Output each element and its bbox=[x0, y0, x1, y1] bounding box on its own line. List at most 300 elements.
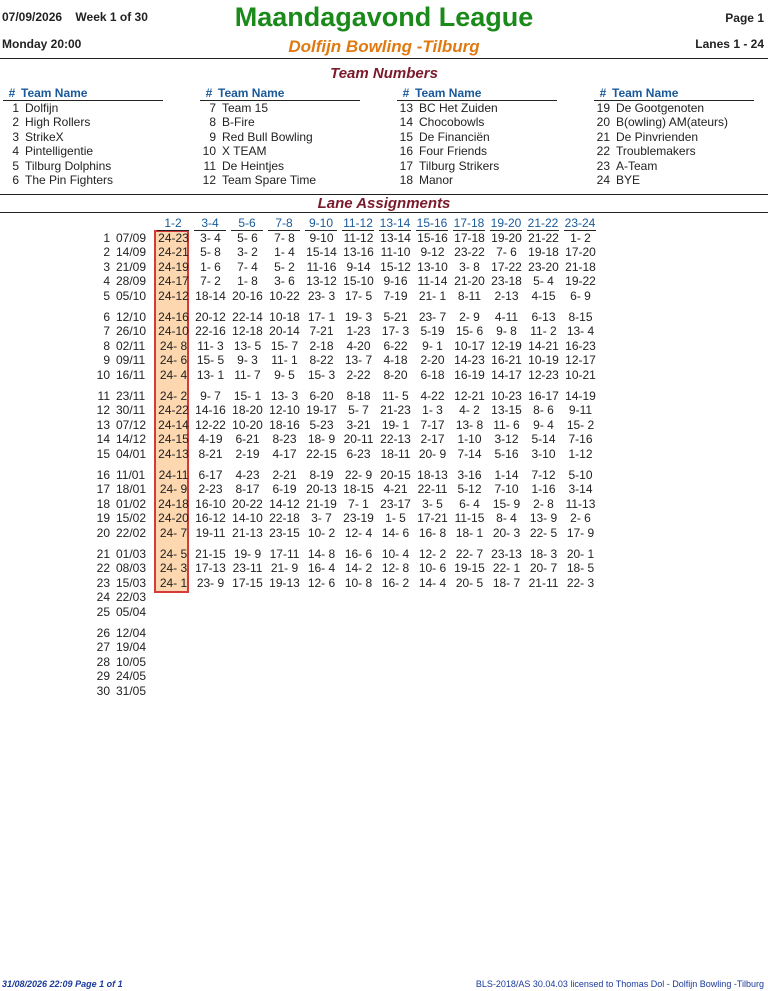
team-name: BC Het Zuiden bbox=[419, 101, 498, 115]
week-number: 5 bbox=[103, 288, 110, 303]
lane-pairing: 23-11 bbox=[232, 561, 263, 576]
lane-pairing: 18-14 bbox=[195, 288, 226, 303]
lane-pairing: 19-20 bbox=[491, 231, 522, 245]
team-name: High Rollers bbox=[25, 115, 91, 130]
lane-pairing: 10- 6 bbox=[418, 561, 447, 576]
lane-pairing: 19-22 bbox=[565, 274, 596, 289]
lane-pairing: 11- 2 bbox=[530, 324, 557, 339]
team-number: 22 bbox=[596, 144, 610, 159]
lane-pairing: 6-21 bbox=[235, 432, 260, 447]
lane-pairing: 24- 4 bbox=[159, 367, 188, 382]
lane-pairing: 24-18 bbox=[158, 496, 189, 511]
lane-pairing: 12- 8 bbox=[381, 561, 410, 576]
lane-pairing: 17-21 bbox=[417, 511, 448, 526]
lane-pairing: 24-15 bbox=[158, 432, 189, 447]
lane-pairing: 12-10 bbox=[269, 403, 300, 418]
week-date: 07/09 bbox=[116, 231, 147, 245]
lane-pairing: 19-15 bbox=[454, 561, 485, 576]
lane-pairing: 8-22 bbox=[309, 353, 334, 368]
lane-pairing: 3-16 bbox=[457, 468, 482, 482]
team-name: BYE bbox=[616, 172, 641, 187]
lane-pairing: 18- 5 bbox=[566, 561, 595, 576]
lane-pairing: 9- 7 bbox=[200, 389, 221, 403]
lane-pairing: 9-12 bbox=[420, 245, 445, 260]
page-number: Page 1 bbox=[725, 11, 764, 25]
lane-pairing: 1- 2 bbox=[570, 231, 591, 245]
lane-pairing: 20-11 bbox=[343, 432, 374, 447]
lane-header: 11-12 bbox=[343, 216, 373, 230]
lane-pairing: 24-11 bbox=[158, 468, 189, 482]
team-row bbox=[397, 115, 557, 129]
week-number: 13 bbox=[96, 417, 110, 432]
team-number: 21 bbox=[596, 129, 610, 144]
lane-pairing: 9-16 bbox=[383, 274, 408, 289]
week-number: 21 bbox=[96, 547, 110, 561]
lane-pairing: 24-17 bbox=[158, 274, 189, 289]
lane-pairing: 5-23 bbox=[309, 417, 334, 432]
lane-pairing: 13- 7 bbox=[344, 353, 373, 368]
lane-pairing: 23-13 bbox=[491, 547, 522, 561]
team-name: Team Spare Time bbox=[222, 172, 317, 187]
lane-pairing: 5-21 bbox=[383, 310, 408, 324]
lane-pairing: 3-10 bbox=[531, 446, 556, 461]
lane-pairing: 10-22 bbox=[269, 288, 300, 303]
week-date: 26/10 bbox=[116, 324, 147, 339]
lane-pairing: 24- 5 bbox=[159, 547, 188, 561]
lane-pairing: 24- 3 bbox=[159, 561, 188, 576]
lane-pairing: 1- 5 bbox=[385, 511, 406, 526]
lane-pairing: 1-14 bbox=[494, 468, 519, 482]
lane-pairing: 13- 1 bbox=[196, 367, 225, 382]
week-date: 30/11 bbox=[116, 403, 146, 418]
lane-pairing: 3- 8 bbox=[459, 259, 480, 274]
week-date: 15/02 bbox=[116, 511, 147, 526]
lane-pairing: 11-10 bbox=[380, 245, 411, 260]
lane-pairing: 9-11 bbox=[568, 403, 593, 418]
lane-pairing: 23- 9 bbox=[196, 575, 225, 590]
lane-pairing: 6-17 bbox=[198, 468, 223, 482]
lane-pairing: 24- 2 bbox=[159, 389, 188, 403]
lane-header: 1-2 bbox=[157, 217, 189, 231]
lane-pairing: 1- 6 bbox=[200, 259, 221, 274]
lane-pairing: 6-19 bbox=[272, 482, 297, 497]
team-row bbox=[397, 101, 557, 115]
footer-license: BLS-2018/AS 30.04.03 licensed to Thomas Dol - Dolfijn Bowling -Tilburg bbox=[475, 979, 764, 989]
lane-pairing: 7-16 bbox=[568, 432, 593, 447]
team-number: 9 bbox=[209, 129, 216, 144]
hash-header: # bbox=[402, 86, 410, 100]
lane-pairing: 24-20 bbox=[158, 511, 189, 526]
lane-pairing: 13- 3 bbox=[270, 389, 299, 403]
lane-pairing: 13- 8 bbox=[455, 417, 484, 432]
team-name: Four Friends bbox=[419, 144, 488, 159]
week-number: 10 bbox=[96, 367, 110, 382]
section-divider-2 bbox=[0, 212, 768, 213]
lane-pairing: 16-23 bbox=[565, 338, 596, 353]
lane-pairing: 16- 2 bbox=[381, 575, 410, 590]
lane-pairing: 7-19 bbox=[383, 288, 408, 303]
lane-pairing: 8-18 bbox=[346, 389, 371, 403]
lane-pairing: 20- 9 bbox=[418, 446, 447, 461]
lane-pairing: 20- 1 bbox=[566, 547, 595, 561]
lane-pairing: 10-21 bbox=[565, 367, 596, 382]
lane-pairing: 3- 6 bbox=[274, 274, 295, 289]
lane-pairing: 20- 7 bbox=[529, 561, 558, 576]
lane-pairing: 14- 6 bbox=[381, 525, 410, 540]
lane-header: 17-18 bbox=[453, 216, 485, 230]
week-date: 12/04 bbox=[116, 626, 147, 640]
team-row bbox=[3, 173, 163, 187]
week-number: 30 bbox=[96, 683, 110, 698]
lane-pairing: 17- 9 bbox=[566, 525, 595, 540]
lane-pairing: 7-21 bbox=[309, 324, 334, 339]
week-number: 29 bbox=[96, 669, 110, 684]
week-number: 11 bbox=[97, 389, 110, 403]
team-name: B(owling) AM(ateurs) bbox=[616, 115, 729, 130]
lane-pairing: 24- 6 bbox=[159, 353, 188, 368]
lane-pairing: 3-12 bbox=[494, 432, 519, 447]
week-number: 27 bbox=[96, 640, 110, 655]
lane-pairing: 4- 2 bbox=[459, 403, 480, 418]
lane-pairing: 19-17 bbox=[306, 403, 337, 418]
lane-pairing: 4-11 bbox=[494, 310, 519, 324]
lane-pairing: 17- 1 bbox=[307, 310, 336, 324]
week-date: 01/02 bbox=[116, 496, 147, 511]
team-number: 18 bbox=[399, 172, 413, 187]
header-week: Week 1 of 30 bbox=[75, 10, 148, 24]
lane-pairing: 19-13 bbox=[269, 575, 300, 590]
lane-pairing: 22-11 bbox=[417, 482, 448, 497]
lane-pairing: 2-17 bbox=[420, 432, 445, 447]
lane-header: 13-14 bbox=[379, 216, 411, 230]
lane-pairing: 9- 8 bbox=[496, 324, 517, 339]
lane-pairing: 22-14 bbox=[232, 310, 263, 324]
team-name: De Pinvrienden bbox=[616, 129, 699, 144]
team-number: 12 bbox=[202, 172, 216, 187]
lane-pairing: 8-11 bbox=[457, 288, 482, 303]
lane-pairing: 9- 1 bbox=[422, 338, 443, 353]
team-name: Manor bbox=[419, 172, 454, 187]
team-name: Chocobowls bbox=[419, 115, 485, 130]
week-date: 10/05 bbox=[116, 654, 147, 669]
lane-pairing: 4-15 bbox=[531, 288, 556, 303]
team-row bbox=[3, 159, 163, 173]
lane-pairing: 22- 5 bbox=[529, 525, 558, 540]
lane-pairing: 11-16 bbox=[306, 259, 337, 274]
lane-pairing: 7- 2 bbox=[200, 274, 221, 289]
lane-pairing: 16-17 bbox=[528, 389, 559, 403]
lane-pairing: 9- 4 bbox=[533, 417, 554, 432]
lane-pairing: 13- 5 bbox=[233, 338, 262, 353]
lane-pairing: 9- 5 bbox=[274, 367, 295, 382]
week-number: 8 bbox=[103, 338, 110, 353]
lane-pairing: 10-17 bbox=[454, 338, 485, 353]
team-number: 24 bbox=[596, 172, 610, 187]
lane-pairing: 11-15 bbox=[454, 511, 485, 526]
week-number: 3 bbox=[103, 259, 110, 274]
day-time: Monday 20:00 bbox=[2, 37, 82, 51]
lane-pairing: 21- 1 bbox=[418, 288, 447, 303]
lane-pairing: 18-11 bbox=[380, 446, 411, 461]
lane-pairing: 4-17 bbox=[272, 446, 297, 461]
lane-pairing: 23-18 bbox=[491, 274, 522, 289]
week-number: 1 bbox=[103, 231, 110, 245]
team-number: 16 bbox=[399, 144, 413, 159]
lane-pairing: 22- 3 bbox=[566, 575, 595, 590]
lane-pairing: 12- 4 bbox=[344, 525, 373, 540]
lane-pairing: 13-14 bbox=[380, 231, 411, 245]
week-number: 9 bbox=[103, 353, 110, 368]
lane-pairing: 17- 3 bbox=[381, 324, 410, 339]
lane-pairing: 5-10 bbox=[568, 468, 593, 482]
week-number: 19 bbox=[96, 511, 110, 526]
team-name: Dolfijn bbox=[25, 101, 59, 115]
lane-pairing: 4-19 bbox=[198, 432, 223, 447]
team-name: Team 15 bbox=[222, 101, 269, 115]
lane-pairing: 14-21 bbox=[528, 338, 559, 353]
week-date: 16/11 bbox=[116, 367, 146, 382]
team-number: 17 bbox=[399, 158, 413, 173]
lane-pairing: 1- 3 bbox=[422, 403, 443, 418]
team-column-header bbox=[594, 86, 754, 101]
lane-pairing: 11- 1 bbox=[271, 353, 298, 368]
lane-pairing: 14-19 bbox=[565, 389, 596, 403]
lane-pairing: 1-12 bbox=[568, 446, 593, 461]
team-number: 2 bbox=[12, 115, 19, 130]
lane-pairing: 22-15 bbox=[306, 446, 337, 461]
lane-pairing: 23-17 bbox=[380, 496, 411, 511]
lane-pairing: 11- 6 bbox=[493, 417, 520, 432]
week-number: 23 bbox=[96, 575, 110, 590]
lane-pairing: 12-21 bbox=[454, 389, 485, 403]
lane-pairing: 2-18 bbox=[309, 338, 334, 353]
week-date: 04/01 bbox=[116, 446, 147, 461]
team-row bbox=[594, 144, 754, 158]
team-column bbox=[397, 86, 557, 187]
lane-pairing: 6-23 bbox=[346, 446, 371, 461]
team-number: 3 bbox=[12, 129, 19, 144]
lane-pairing: 12- 2 bbox=[418, 547, 447, 561]
lane-pairing: 15-16 bbox=[417, 231, 448, 245]
lane-pairing: 17-18 bbox=[454, 231, 485, 245]
lane-pairing: 18- 7 bbox=[492, 575, 521, 590]
lane-pairing: 21-20 bbox=[454, 274, 485, 289]
lane-pairing: 22- 9 bbox=[344, 468, 373, 482]
week-number: 25 bbox=[96, 604, 110, 619]
week-date: 31/05 bbox=[116, 683, 147, 698]
lane-pairing: 24-14 bbox=[158, 417, 189, 432]
lane-pairing: 14- 8 bbox=[307, 547, 336, 561]
team-name-header: Team Name bbox=[612, 86, 679, 100]
lane-pairing: 2- 6 bbox=[570, 511, 591, 526]
lane-pairing: 2- 9 bbox=[459, 310, 480, 324]
lane-pairing: 18- 9 bbox=[307, 432, 336, 447]
lane-pairing: 12-19 bbox=[491, 338, 522, 353]
team-column bbox=[594, 86, 754, 187]
team-name-header: Team Name bbox=[21, 86, 88, 100]
lane-pairing: 19-18 bbox=[528, 245, 559, 260]
team-number: 19 bbox=[596, 101, 610, 115]
team-name: The Pin Fighters bbox=[25, 172, 114, 187]
lane-pairing: 5-14 bbox=[531, 432, 556, 447]
lane-pairing: 11-13 bbox=[565, 496, 596, 511]
lane-pairing: 10-20 bbox=[232, 417, 263, 432]
lane-pairing: 21-15 bbox=[195, 547, 226, 561]
lane-pairing: 22-18 bbox=[269, 511, 300, 526]
lane-pairing: 14-23 bbox=[454, 353, 485, 368]
lane-pairing: 15- 5 bbox=[196, 353, 225, 368]
week-date: 24/05 bbox=[116, 669, 147, 684]
team-row bbox=[594, 130, 754, 144]
team-number: 5 bbox=[12, 158, 19, 173]
lane-pairing: 12-22 bbox=[195, 417, 226, 432]
lane-pairing: 2-20 bbox=[420, 353, 445, 368]
lane-pairing: 4-21 bbox=[383, 482, 408, 497]
lane-pairing: 19- 9 bbox=[233, 547, 262, 561]
lane-pairing: 24-23 bbox=[158, 231, 189, 245]
lane-pairing: 24- 7 bbox=[159, 525, 188, 540]
week-number: 22 bbox=[96, 561, 110, 576]
lane-pairing: 15- 3 bbox=[307, 367, 336, 382]
lane-pairing: 21- 9 bbox=[270, 561, 299, 576]
lane-pairing: 5- 2 bbox=[274, 259, 295, 274]
team-row bbox=[3, 115, 163, 129]
lane-pairing: 10-18 bbox=[269, 310, 300, 324]
lane-pairing: 17-22 bbox=[491, 259, 522, 274]
team-number: 23 bbox=[596, 158, 610, 173]
lane-pairing: 10- 2 bbox=[307, 525, 336, 540]
lane-pairing: 8-17 bbox=[235, 482, 260, 497]
lane-header: 9-10 bbox=[305, 217, 337, 231]
lane-pairing: 5- 4 bbox=[533, 274, 554, 289]
team-row bbox=[594, 101, 754, 115]
lane-pairing: 7-14 bbox=[457, 446, 482, 461]
lane-pairing: 10-19 bbox=[528, 353, 559, 368]
team-column bbox=[3, 86, 163, 187]
lane-pairing: 11-14 bbox=[417, 274, 448, 289]
header-date: 07/09/2026 bbox=[2, 10, 63, 24]
lane-pairing: 24-10 bbox=[158, 324, 189, 339]
lane-pairing: 4-23 bbox=[235, 468, 260, 482]
lane-pairing: 18- 3 bbox=[529, 547, 558, 561]
lane-pairing: 21-19 bbox=[306, 496, 337, 511]
lane-pairing: 3- 5 bbox=[422, 496, 443, 511]
lane-header: 21-22 bbox=[527, 216, 559, 230]
lane-pairing: 6-20 bbox=[309, 389, 334, 403]
team-number: 13 bbox=[399, 101, 413, 115]
week-number: 2 bbox=[103, 245, 110, 260]
week-date: 28/09 bbox=[116, 274, 147, 289]
week-date: 05/04 bbox=[116, 604, 147, 619]
lane-pairing: 17-20 bbox=[565, 245, 596, 260]
lane-pairing: 24-12 bbox=[158, 288, 189, 303]
lane-pairing: 18-13 bbox=[417, 468, 448, 482]
lane-pairing: 24- 9 bbox=[159, 482, 188, 497]
lane-pairing: 16- 6 bbox=[344, 547, 373, 561]
lane-pairing: 2- 8 bbox=[533, 496, 554, 511]
lane-pairing: 7-10 bbox=[494, 482, 519, 497]
lane-pairing: 6- 4 bbox=[459, 496, 480, 511]
lane-pairing: 13-16 bbox=[343, 245, 374, 260]
week-date: 11/01 bbox=[116, 468, 146, 482]
lane-pairing: 16-19 bbox=[454, 367, 485, 382]
lane-pairing: 20-12 bbox=[195, 310, 226, 324]
team-column-header bbox=[3, 86, 163, 101]
team-number: 14 bbox=[399, 115, 413, 130]
week-date: 08/03 bbox=[116, 561, 147, 576]
week-number: 6 bbox=[103, 310, 110, 324]
lane-pairing: 21-13 bbox=[232, 525, 263, 540]
lane-pairing: 2-13 bbox=[494, 288, 519, 303]
lane-pairing: 5-19 bbox=[420, 324, 445, 339]
lane-pairing: 13-15 bbox=[491, 403, 522, 418]
lane-pairing: 15- 9 bbox=[492, 496, 521, 511]
team-number: 11 bbox=[203, 158, 216, 173]
team-number: 15 bbox=[399, 129, 413, 144]
week-date: 23/11 bbox=[116, 389, 146, 403]
week-number: 18 bbox=[96, 496, 110, 511]
lane-pairing: 1-23 bbox=[346, 324, 371, 339]
lane-pairing: 2-19 bbox=[235, 446, 260, 461]
lane-pairing: 24-22 bbox=[158, 403, 189, 418]
lane-pairing: 14-10 bbox=[232, 511, 263, 526]
week-date: 22/03 bbox=[116, 590, 147, 605]
lane-pairing: 6-22 bbox=[383, 338, 408, 353]
lane-pairing: 22-13 bbox=[380, 432, 411, 447]
lane-pairing: 8- 4 bbox=[496, 511, 517, 526]
week-date: 05/10 bbox=[116, 288, 147, 303]
lane-pairing: 13-10 bbox=[417, 259, 448, 274]
lane-pairing: 9-14 bbox=[346, 259, 371, 274]
center-name: Dolfijn Bowling -Tilburg bbox=[288, 37, 480, 56]
lane-pairing: 14- 4 bbox=[418, 575, 447, 590]
lane-pairing: 8-21 bbox=[198, 446, 223, 461]
week-number: 28 bbox=[96, 654, 110, 669]
lane-pairing: 24- 8 bbox=[159, 338, 188, 353]
lane-pairing: 1- 4 bbox=[274, 245, 295, 260]
lane-pairing: 8-15 bbox=[568, 310, 593, 324]
lane-pairing: 5- 8 bbox=[200, 245, 221, 260]
lane-pairing: 19-11 bbox=[195, 525, 226, 540]
lane-pairing: 12-17 bbox=[565, 353, 596, 368]
team-name: StrikeX bbox=[25, 129, 64, 144]
team-row bbox=[397, 144, 557, 158]
lane-pairing: 23- 7 bbox=[418, 310, 447, 324]
lane-pairing: 10- 8 bbox=[344, 575, 373, 590]
week-date: 22/02 bbox=[116, 525, 147, 540]
lane-pairing: 24-19 bbox=[158, 259, 189, 274]
week-date: 21/09 bbox=[116, 259, 147, 274]
lane-pairing: 2-23 bbox=[198, 482, 223, 497]
week-date: 02/11 bbox=[116, 338, 146, 353]
team-numbers-title: Team Numbers bbox=[330, 65, 438, 82]
lane-pairing: 8- 6 bbox=[533, 403, 554, 418]
lane-pairing: 21-23 bbox=[380, 403, 411, 418]
lane-pairing: 18- 1 bbox=[455, 525, 484, 540]
lane-pairing: 20-16 bbox=[232, 288, 263, 303]
lane-pairing: 10-23 bbox=[491, 389, 522, 403]
lane-pairing: 8-20 bbox=[383, 367, 408, 382]
lane-pairing: 16- 8 bbox=[418, 525, 447, 540]
lane-pairing: 17-11 bbox=[269, 547, 300, 561]
team-name: De Heintjes bbox=[222, 158, 285, 173]
lane-pairing: 20-13 bbox=[306, 482, 337, 497]
lane-pairing: 18-15 bbox=[343, 482, 374, 497]
team-number: 7 bbox=[209, 101, 216, 115]
lane-pairing: 6-13 bbox=[531, 310, 556, 324]
lane-pairing: 12- 6 bbox=[307, 575, 336, 590]
team-row bbox=[200, 173, 360, 187]
